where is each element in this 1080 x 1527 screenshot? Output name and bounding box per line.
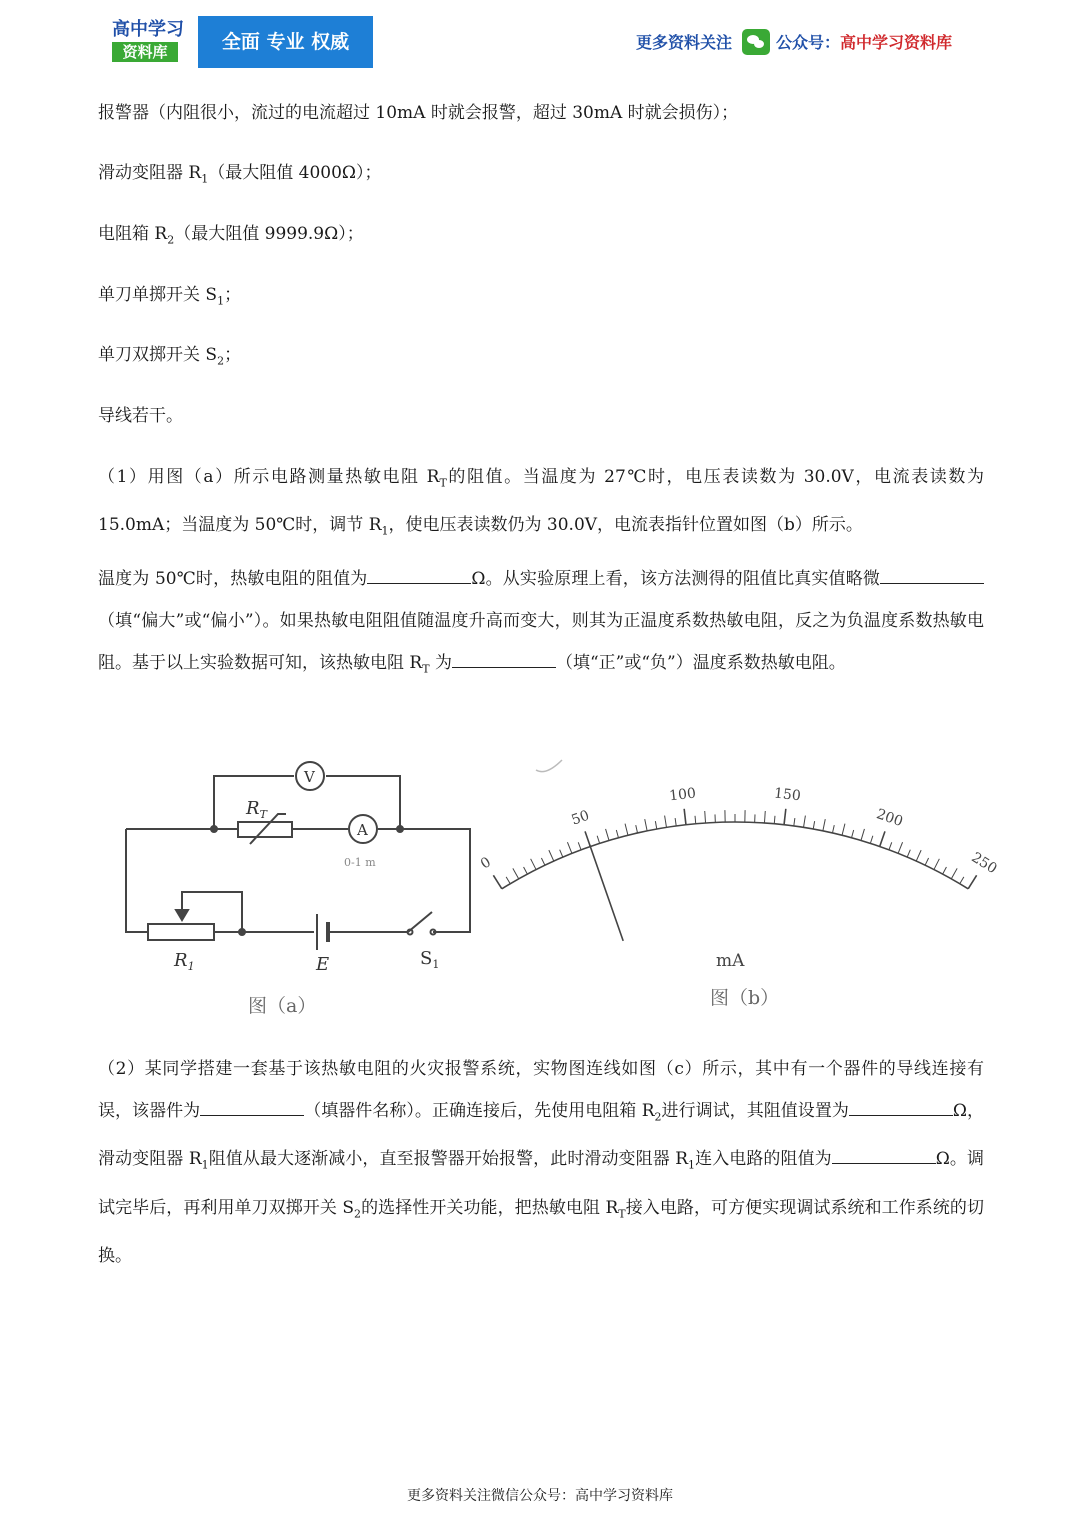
gzh-name: 高中学习资料库 [840, 33, 953, 52]
meter-tick [861, 829, 864, 840]
meter-tick [616, 830, 618, 838]
thermistor-label [245, 798, 269, 821]
logo-line2: 资料库 [112, 42, 178, 62]
text: Ω。调试完毕后，再利用单刀双掷开关 S [98, 1149, 984, 1218]
meter-tick-label: 0 [477, 854, 494, 873]
text: 的阻值。当温度为 27℃时，电压表读数为 30.0V，电流表读数为 15.0mA；当温度为 50℃时，调节 R [98, 467, 984, 536]
meter-tick [916, 850, 921, 861]
text: ； [224, 345, 242, 365]
subscript: 2 [354, 1207, 362, 1221]
meter-tick [645, 819, 647, 831]
equipment-switch-s2 [98, 342, 241, 374]
subscript: T [439, 476, 447, 490]
meter-tick [764, 811, 765, 823]
meter-tick [665, 816, 667, 828]
meter-tick-label: 200 [874, 806, 905, 831]
subscript: 1 [217, 294, 225, 308]
text: ，使电压表读数仍为 30.0V，电流表指针位置如图（b）所示。 [388, 515, 863, 536]
switch-label [420, 948, 439, 971]
meter-tick [541, 858, 544, 865]
text: 滑动变阻器 R [98, 163, 202, 183]
subscript: 1 [688, 1158, 696, 1172]
label-subscript: T [259, 808, 267, 821]
subscript: T [618, 1207, 626, 1221]
question-2 [98, 1048, 984, 1277]
meter-tick [925, 858, 928, 865]
text: 单刀双掷开关 S [98, 345, 218, 365]
battery-label: E [316, 954, 330, 975]
text: 为 [429, 653, 452, 673]
meter-tick [960, 877, 964, 884]
pencil-mark [536, 760, 562, 772]
meter-tick [655, 821, 656, 829]
label-subscript: 1 [187, 960, 195, 973]
meter-tick [549, 850, 554, 861]
junction-dot [211, 826, 217, 832]
question-1-blanks [98, 558, 984, 690]
meter-tick [695, 816, 696, 824]
meter-tick-label: 250 [968, 849, 1000, 878]
text: （2）某同学搭建一套基于该热敏电阻的火灾报警系统，实物图连线如图（c）所示，其中有一个器件的导线连接有误，该器件为 [98, 1059, 984, 1121]
text: 单刀单掷开关 S [98, 285, 218, 305]
subscript: 2 [217, 354, 225, 368]
meter-tick [531, 859, 536, 870]
meter-scale-arc [502, 822, 968, 889]
meter-tick [524, 867, 528, 874]
answer-blank-4[interactable] [200, 1095, 304, 1116]
text: （最大阻值 4000Ω）； [208, 163, 382, 183]
meter-tick [832, 825, 834, 833]
junction-dot [397, 826, 403, 832]
label-main: R [246, 798, 260, 819]
slider-arrow-icon [176, 910, 188, 920]
meter-tick [907, 850, 910, 857]
figure-b-meter [478, 785, 1000, 940]
answer-blank-3[interactable] [452, 647, 556, 668]
equipment-wires: 导线若干。 [98, 406, 183, 426]
text: 接入电路，可方便实现调试系统和工作系统的切换。 [98, 1197, 984, 1267]
meter-tick [506, 877, 510, 884]
meter-tick [794, 818, 795, 826]
text: 进行调试，其阻值设置为 [661, 1101, 849, 1121]
subscript: 1 [381, 524, 389, 538]
question-1-intro [98, 456, 984, 553]
wire [182, 892, 242, 932]
wire [126, 829, 148, 932]
more-label: 更多资料关注 [636, 33, 733, 52]
rheostat-symbol [148, 924, 214, 940]
rheostat-label [173, 950, 195, 973]
meter-tick-label: 100 [668, 785, 697, 805]
slogan-banner: 全面 专业 权威 [198, 16, 373, 68]
wire [378, 829, 470, 932]
voltmeter-label: V [304, 768, 315, 786]
subscript: 1 [201, 172, 209, 186]
meter-tick [585, 831, 590, 846]
equipment-alarm: 报警器（内阻很小，流过的电流超过 10mA 时就会报警，超过 30mA 时就会损伤）； [98, 103, 739, 123]
switch-contact [408, 930, 413, 935]
handwritten-note: 0-1 m [344, 856, 376, 869]
meter-tick [774, 816, 775, 824]
text: 电阻箱 R [98, 224, 168, 244]
text: 连入电路的阻值为 [695, 1149, 832, 1170]
text: 阻值从最大逐渐减小，直至报警器开始报警，此时滑动变阻器 R [208, 1149, 689, 1170]
meter-tick [880, 831, 885, 846]
meter-tick [684, 809, 686, 825]
text: （1）用图（a）所示电路测量热敏电阻 R [98, 467, 440, 487]
subscript: 2 [167, 233, 175, 247]
figures [98, 742, 1000, 1032]
meter-tick [934, 859, 939, 870]
meter-tick [513, 868, 519, 878]
text: （最大阻值 9999.9Ω）； [174, 224, 364, 244]
answer-blank-5[interactable] [849, 1095, 953, 1116]
thermistor-symbol [238, 822, 292, 837]
subscript: 1 [201, 1158, 209, 1172]
meter-tick [636, 825, 638, 833]
subscript: T [422, 662, 430, 676]
meter-tick [870, 836, 872, 844]
meter-tick [968, 875, 976, 889]
equipment-switch-s1 [98, 282, 241, 314]
meter-needle [590, 845, 624, 941]
page-footer: 更多资料关注微信公众号：高中学习资料库 [407, 1488, 673, 1504]
meter-tick [823, 819, 825, 831]
answer-blank-1[interactable] [367, 563, 471, 584]
wechat-icon [742, 29, 770, 55]
gzh-label: 公众号： [776, 33, 841, 52]
meter-tick-label: 50 [569, 807, 592, 829]
logo-line1: 高中学习 [112, 19, 184, 40]
meter-tick [675, 818, 676, 826]
label-subscript: 1 [432, 958, 440, 971]
header-follow-info [636, 28, 952, 58]
figure-a-caption: 图（a） [248, 995, 317, 1017]
meter-tick [625, 824, 628, 836]
equipment-rheostat [98, 160, 381, 192]
meter-tick [804, 816, 806, 828]
meter-tick [705, 811, 706, 823]
equipment-resistance-box [98, 221, 364, 253]
answer-blank-6[interactable] [832, 1143, 936, 1164]
meter-tick [560, 850, 563, 857]
figure-a-circuit [126, 762, 470, 950]
meter-tick [951, 868, 957, 878]
text: 的选择性开关功能，把热敏电阻 R [361, 1197, 619, 1218]
answer-blank-2[interactable] [880, 563, 984, 584]
meter-tick [784, 809, 786, 825]
ammeter-label: A [357, 821, 368, 839]
meter-tick [493, 875, 501, 889]
meter-tick-label: 150 [773, 785, 802, 805]
text: Ω。从实验原理上看，该方法测得的阻值比真实值略微 [471, 569, 880, 589]
meter-tick [852, 830, 854, 838]
meter-tick [578, 842, 581, 849]
text: ； [224, 285, 242, 305]
meter-tick [842, 824, 845, 836]
label-main: R [174, 950, 188, 971]
text: Ω，滑动变阻器 R [98, 1101, 985, 1170]
meter-unit: mA [716, 951, 745, 971]
figure-b-caption: 图（b） [710, 987, 780, 1009]
label-main: S [420, 948, 433, 969]
text: （填器件名称）。正确连接后，先使用电阻箱 R [304, 1101, 655, 1121]
site-logo [112, 18, 186, 64]
text: 温度为 50℃时，热敏电阻的阻值为 [98, 569, 368, 589]
text: （填“偏大”或“偏小”）。如果热敏电阻阻值随温度升高而变大，则其为正温度系数热敏电阻，反之为负温度系数热敏电阻。基于以上实验数据可知，该热敏电阻 R [98, 611, 984, 673]
meter-tick [606, 829, 609, 840]
meter-tick [597, 836, 599, 844]
figure-svg [98, 742, 1000, 1032]
meter-tick [943, 867, 947, 874]
junction-dot [239, 929, 245, 935]
meter-tick [567, 842, 571, 853]
meter-tick [898, 842, 902, 853]
meter-tick [889, 842, 892, 849]
subscript: 2 [654, 1110, 662, 1124]
meter-tick [813, 821, 814, 829]
page-header [0, 0, 1080, 80]
text: （填“正”或“负”）温度系数热敏电阻。 [555, 653, 846, 673]
